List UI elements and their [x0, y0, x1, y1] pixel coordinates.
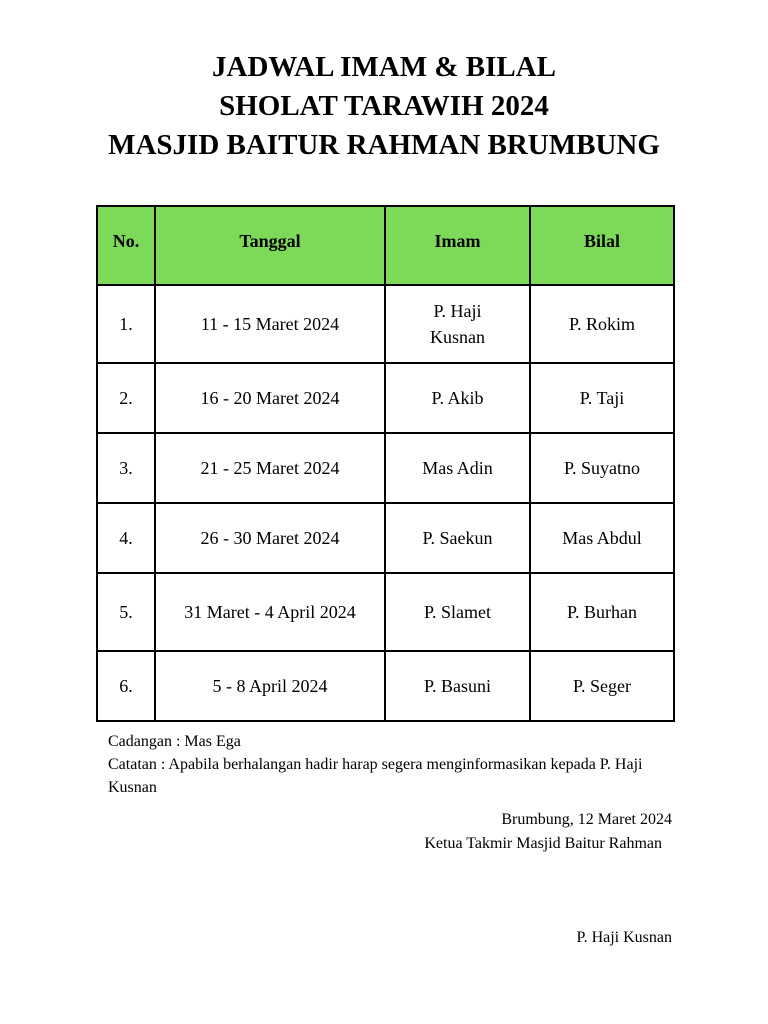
cell-bilal: P. Burhan [530, 573, 674, 651]
cell-tanggal: 21 - 25 Maret 2024 [155, 433, 385, 503]
cell-tanggal: 5 - 8 April 2024 [155, 651, 385, 721]
table-row [97, 573, 674, 651]
cell-no: 6. [97, 651, 155, 721]
header-tanggal: Tanggal [155, 206, 385, 285]
header-bilal: Bilal [530, 206, 674, 285]
cell-bilal: Mas Abdul [530, 503, 674, 573]
cell-imam: P. Basuni [385, 651, 530, 721]
signer-name: P. Haji Kusnan [576, 929, 672, 946]
cell-tanggal: 31 Maret - 4 April 2024 [155, 573, 385, 651]
cell-bilal: P. Suyatno [530, 433, 674, 503]
document-title [0, 48, 768, 165]
cell-imam: P. Akib [385, 363, 530, 433]
cell-no: 4. [97, 503, 155, 573]
cell-imam: Mas Adin [385, 433, 530, 503]
notes-section [108, 730, 668, 799]
cell-no: 3. [97, 433, 155, 503]
cell-imam: P. Haji Kusnan [385, 285, 530, 363]
catatan-note: Catatan : Apabila berhalangan hadir harap segera menginformasikan kepada P. Haji Kusnan [108, 756, 643, 796]
cadangan-note: Cadangan : Mas Ega [108, 733, 241, 750]
table-row [97, 433, 674, 503]
signer-role: Ketua Takmir Masjid Baitur Rahman [424, 835, 662, 852]
table-row [97, 363, 674, 433]
cell-no: 1. [97, 285, 155, 363]
header-no: No. [97, 206, 155, 285]
cell-tanggal: 16 - 20 Maret 2024 [155, 363, 385, 433]
cell-bilal: P. Seger [530, 651, 674, 721]
title-line-1: JADWAL IMAM & BILAL [212, 51, 556, 83]
table-row [97, 503, 674, 573]
cell-imam: P. Saekun [385, 503, 530, 573]
cell-no: 5. [97, 573, 155, 651]
title-line-3: MASJID BAITUR RAHMAN BRUMBUNG [108, 129, 660, 161]
table-row [97, 651, 674, 721]
cell-tanggal: 26 - 30 Maret 2024 [155, 503, 385, 573]
place-date: Brumbung, 12 Maret 2024 [501, 811, 672, 828]
cell-tanggal: 11 - 15 Maret 2024 [155, 285, 385, 363]
title-line-2: SHOLAT TARAWIH 2024 [219, 90, 549, 122]
header-imam: Imam [385, 206, 530, 285]
cell-no: 2. [97, 363, 155, 433]
table-header-row [97, 206, 674, 285]
table-row [97, 285, 674, 363]
signoff-block [424, 808, 672, 856]
cell-bilal: P. Rokim [530, 285, 674, 363]
schedule-table [96, 205, 675, 722]
cell-bilal: P. Taji [530, 363, 674, 433]
cell-imam: P. Slamet [385, 573, 530, 651]
